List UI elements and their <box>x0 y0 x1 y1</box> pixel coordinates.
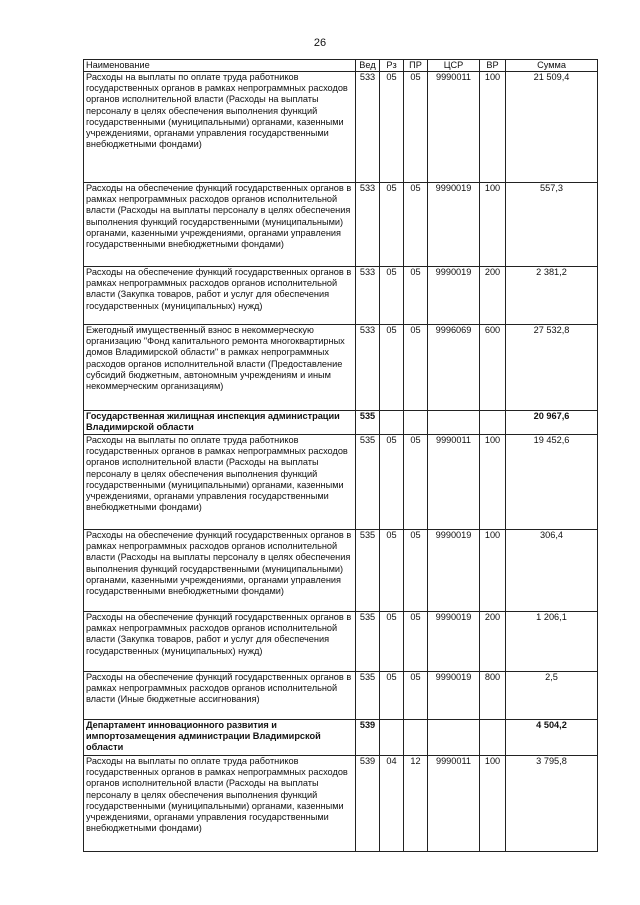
cell-sum: 306,4 <box>506 530 598 612</box>
cell-pr <box>404 720 428 756</box>
cell-ved: 535 <box>356 530 380 612</box>
cell-name: Расходы на обеспечение функций государственных органов в рамках непрограммных расходов органов исполнительной власти (Расходы на выплаты персоналу в целях обеспечения выполнения функций государственными (муниципальными) органами, казенными учреждениями, органами управления государственными внебюджетными фондами) <box>84 183 356 267</box>
cell-rz: 05 <box>380 267 404 325</box>
cell-ved: 533 <box>356 325 380 411</box>
table-row <box>84 267 598 325</box>
cell-vr: 100 <box>480 756 506 852</box>
cell-pr: 12 <box>404 756 428 852</box>
cell-csr <box>428 411 480 435</box>
header-vr: ВР <box>480 60 506 72</box>
cell-pr: 05 <box>404 435 428 530</box>
cell-pr: 05 <box>404 72 428 183</box>
cell-pr: 05 <box>404 325 428 411</box>
cell-vr <box>480 720 506 756</box>
table-row <box>84 183 598 267</box>
cell-csr: 9990019 <box>428 267 480 325</box>
table-row <box>84 435 598 530</box>
cell-name: Расходы на выплаты по оплате труда работников государственных органов в рамках непрограммных расходов органов исполнительной власти (Расходы на выплаты персоналу в целях обеспечения выполнения функций государственными (муниципальными) органами, казенными учреждениями, органами управления государственными внебюджетными фондами) <box>84 72 356 183</box>
cell-rz: 05 <box>380 325 404 411</box>
cell-sum: 2 381,2 <box>506 267 598 325</box>
cell-pr: 05 <box>404 612 428 672</box>
cell-vr <box>480 411 506 435</box>
table-row <box>84 530 598 612</box>
cell-vr: 800 <box>480 672 506 720</box>
table-row <box>84 672 598 720</box>
cell-sum: 1 206,1 <box>506 612 598 672</box>
table-row <box>84 325 598 411</box>
cell-csr: 9990019 <box>428 530 480 612</box>
cell-csr: 9990019 <box>428 183 480 267</box>
cell-vr: 100 <box>480 530 506 612</box>
cell-name: Расходы на выплаты по оплате труда работников государственных органов в рамках непрограммных расходов органов исполнительной власти (Расходы на выплаты персоналу в целях обеспечения выполнения функций государственными (муниципальными) органами, казенными учреждениями, органами управления государственными внебюджетными фондами) <box>84 435 356 530</box>
header-csr: ЦСР <box>428 60 480 72</box>
cell-name: Расходы на обеспечение функций государственных органов в рамках непрограммных расходов органов исполнительной власти (Иные бюджетные ассигнования) <box>84 672 356 720</box>
cell-ved: 535 <box>356 411 380 435</box>
table-row <box>84 612 598 672</box>
cell-sum: 20 967,6 <box>506 411 598 435</box>
cell-name: Государственная жилищная инспекция администрации Владимирской области <box>84 411 356 435</box>
cell-rz: 05 <box>380 72 404 183</box>
cell-csr: 9990019 <box>428 672 480 720</box>
cell-vr: 600 <box>480 325 506 411</box>
header-name: Наименование <box>84 60 356 72</box>
cell-ved: 533 <box>356 72 380 183</box>
cell-sum: 3 795,8 <box>506 756 598 852</box>
cell-rz: 05 <box>380 612 404 672</box>
cell-csr: 9996069 <box>428 325 480 411</box>
cell-rz: 04 <box>380 756 404 852</box>
cell-rz: 05 <box>380 672 404 720</box>
cell-sum: 19 452,6 <box>506 435 598 530</box>
cell-rz <box>380 720 404 756</box>
cell-pr: 05 <box>404 530 428 612</box>
cell-ved: 539 <box>356 756 380 852</box>
cell-rz: 05 <box>380 530 404 612</box>
cell-vr: 100 <box>480 435 506 530</box>
cell-name: Департамент инновационного развития и импортозамещения администрации Владимирской области <box>84 720 356 756</box>
cell-pr: 05 <box>404 672 428 720</box>
cell-csr <box>428 720 480 756</box>
table-header-row <box>84 60 598 72</box>
cell-rz: 05 <box>380 435 404 530</box>
cell-pr: 05 <box>404 183 428 267</box>
table-row-department <box>84 411 598 435</box>
cell-rz: 05 <box>380 183 404 267</box>
cell-vr: 100 <box>480 183 506 267</box>
cell-csr: 9990011 <box>428 435 480 530</box>
table-row <box>84 72 598 183</box>
budget-table <box>83 59 598 852</box>
cell-ved: 539 <box>356 720 380 756</box>
cell-sum: 557,3 <box>506 183 598 267</box>
header-pr: ПР <box>404 60 428 72</box>
cell-ved: 535 <box>356 612 380 672</box>
cell-name: Ежегодный имущественный взнос в некоммерческую организацию "Фонд капитального ремонта многоквартирных домов Владимирской области" в рамках непрограммных расходов органов исполнительной власти (Предоставление субсидий бюджетным, автономным учреждениям и иным некоммерческим организациям) <box>84 325 356 411</box>
cell-name: Расходы на выплаты по оплате труда работников государственных органов в рамках непрограммных расходов органов исполнительной власти (Расходы на выплаты персоналу в целях обеспечения выполнения функций государственными (муниципальными) органами, казенными учреждениями, органами управления государственными внебюджетными фондами) <box>84 756 356 852</box>
header-ved: Вед <box>356 60 380 72</box>
cell-sum: 27 532,8 <box>506 325 598 411</box>
cell-csr: 9990019 <box>428 612 480 672</box>
cell-vr: 200 <box>480 267 506 325</box>
cell-sum: 2,5 <box>506 672 598 720</box>
cell-vr: 200 <box>480 612 506 672</box>
cell-ved: 533 <box>356 183 380 267</box>
cell-name: Расходы на обеспечение функций государственных органов в рамках непрограммных расходов органов исполнительной власти (Закупка товаров, работ и услуг для обеспечения государственных (муниципальных) нужд) <box>84 267 356 325</box>
cell-sum: 4 504,2 <box>506 720 598 756</box>
cell-ved: 535 <box>356 672 380 720</box>
cell-name: Расходы на обеспечение функций государственных органов в рамках непрограммных расходов органов исполнительной власти (Закупка товаров, работ и услуг для обеспечения государственных (муниципальных) нужд) <box>84 612 356 672</box>
cell-ved: 533 <box>356 267 380 325</box>
page-number: 26 <box>313 37 327 49</box>
cell-pr <box>404 411 428 435</box>
table-row <box>84 756 598 852</box>
cell-rz <box>380 411 404 435</box>
cell-csr: 9990011 <box>428 756 480 852</box>
cell-name: Расходы на обеспечение функций государственных органов в рамках непрограммных расходов органов исполнительной власти (Расходы на выплаты персоналу в целях обеспечения выполнения функций государственными (муниципальными) органами, казенными учреждениями, органами управления государственными внебюджетными фондами) <box>84 530 356 612</box>
cell-ved: 535 <box>356 435 380 530</box>
header-rz: Рз <box>380 60 404 72</box>
cell-vr: 100 <box>480 72 506 183</box>
cell-pr: 05 <box>404 267 428 325</box>
table-row-department <box>84 720 598 756</box>
header-sum: Сумма <box>506 60 598 72</box>
cell-sum: 21 509,4 <box>506 72 598 183</box>
cell-csr: 9990011 <box>428 72 480 183</box>
